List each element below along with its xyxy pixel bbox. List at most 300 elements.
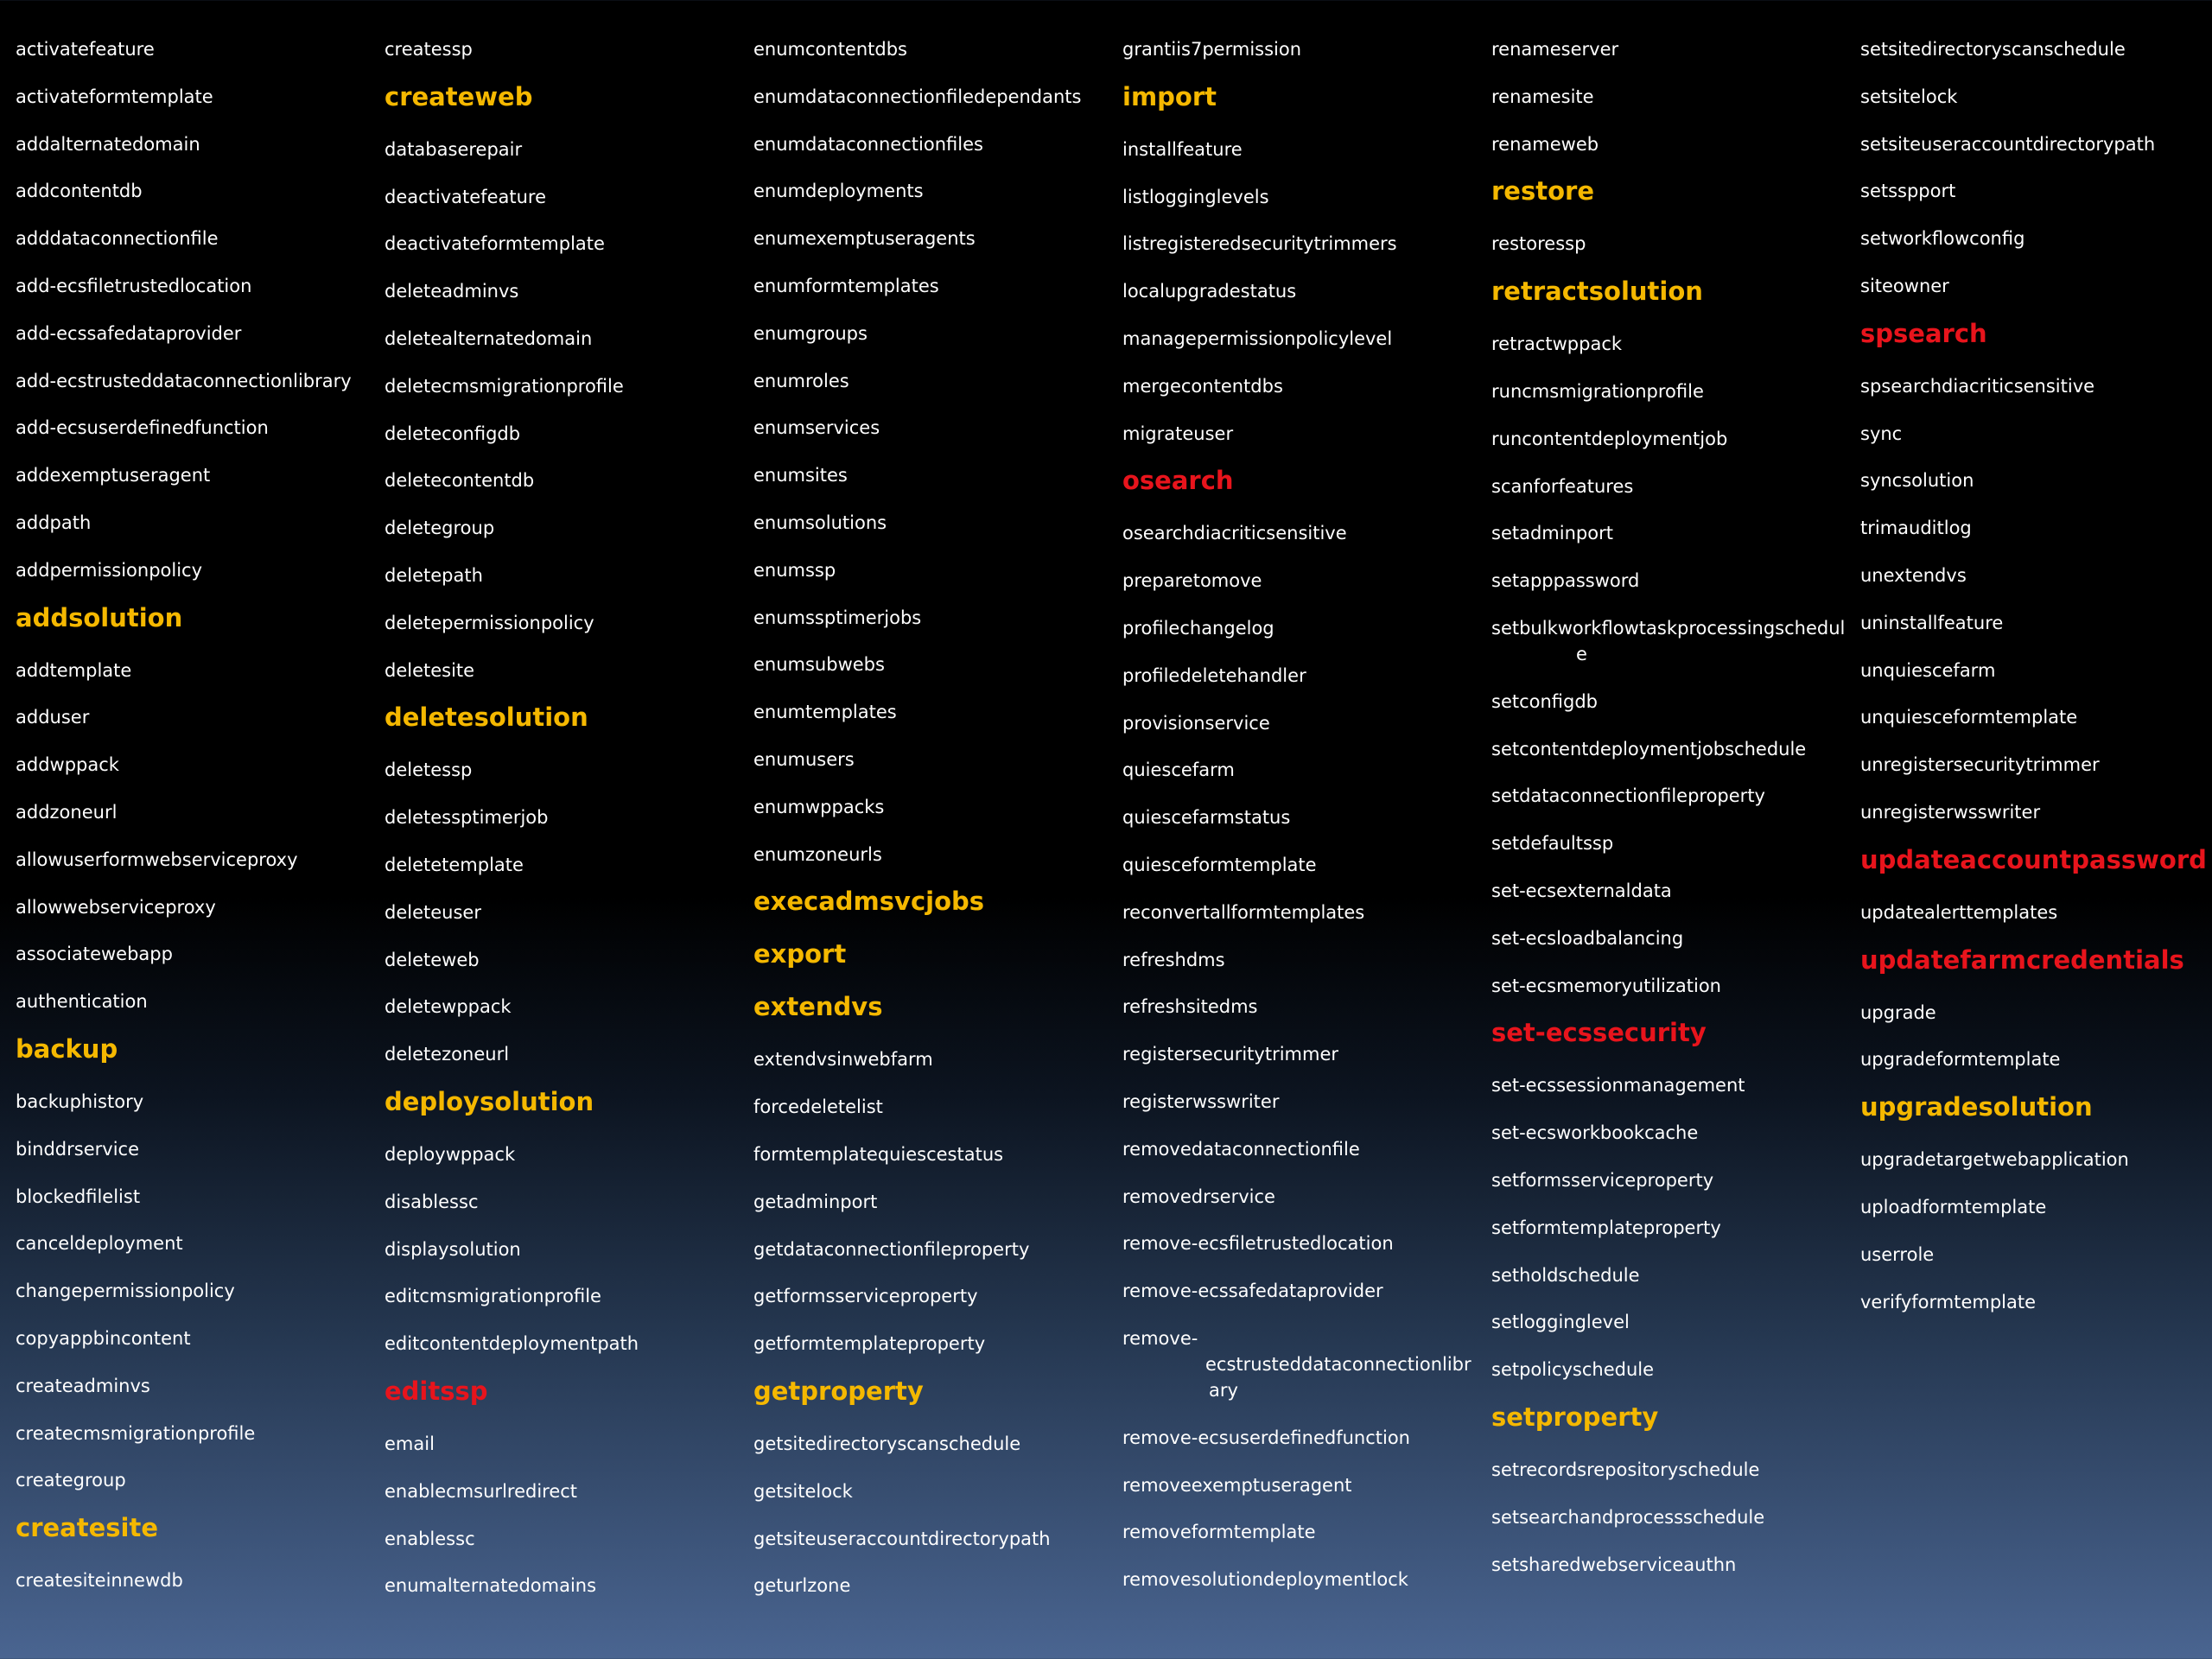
command-text: updateaccountpassword	[1860, 844, 2207, 874]
command-text: set-ecsworkbookcache	[1491, 1122, 1699, 1144]
command-item	[385, 852, 524, 878]
command-item	[1491, 1167, 1713, 1193]
command-item	[385, 563, 483, 588]
command-text: setsharedwebserviceauthn	[1491, 1554, 1737, 1575]
command-text: registersecuritytrimmer	[1122, 1044, 1339, 1065]
command-item	[16, 321, 241, 346]
command-item	[1491, 878, 1672, 904]
command-item	[16, 988, 148, 1014]
command-item	[1491, 231, 1586, 257]
command-text: set-ecssecurity	[1491, 1018, 1707, 1048]
command-text: editcmsmigrationprofile	[385, 1286, 601, 1307]
command-text: upgrade	[1860, 1001, 1936, 1023]
command-item	[1860, 1194, 2046, 1220]
command-text: removedrservice	[1122, 1185, 1275, 1207]
command-item	[1122, 1567, 1408, 1592]
command-text: add-ecsuserdefinedfunction	[16, 417, 269, 439]
highlighted-command	[753, 1376, 924, 1407]
highlighted-command	[1491, 276, 1703, 307]
command-text: profilechangelog	[1122, 618, 1274, 639]
command-text: setholdschedule	[1491, 1264, 1640, 1286]
command-text: setsiteuseraccountdirectorypath	[1860, 133, 2156, 155]
command-item	[753, 842, 882, 868]
command-text: remove-ecssafedataprovider	[1122, 1281, 1383, 1302]
highlighted-command	[16, 1033, 118, 1065]
command-text: adduser	[16, 707, 90, 728]
highlighted-command	[385, 1376, 488, 1407]
command-text: refreshsitedms	[1122, 996, 1258, 1018]
command-text: setadminport	[1491, 523, 1613, 544]
command-text: addzoneurl	[16, 802, 118, 823]
command-text: userrole	[1860, 1243, 1935, 1265]
command-item	[1860, 704, 2077, 730]
command-item	[385, 515, 494, 541]
command-text: syncsolution	[1860, 470, 1974, 492]
command-text: deletewppack	[385, 996, 512, 1018]
command-item	[1491, 331, 1622, 357]
command-text: restoressp	[1491, 233, 1586, 255]
command-text: allowuserformwebserviceproxy	[16, 849, 298, 870]
command-item	[753, 747, 855, 772]
command-item	[1122, 899, 1364, 925]
command-text: deletealternatedomain	[385, 328, 593, 349]
command-text: setformsserviceproperty	[1491, 1170, 1714, 1191]
command-item	[753, 368, 849, 394]
command-item	[1491, 1262, 1640, 1288]
command-text: enumwppacks	[753, 796, 885, 817]
highlighted-command	[385, 81, 532, 112]
command-item	[1860, 131, 2155, 157]
command-item	[1491, 1357, 1654, 1382]
highlighted-command	[1491, 1402, 1658, 1433]
command-text: deletessp	[385, 760, 473, 781]
command-text: enumdeployments	[753, 181, 924, 202]
command-text-continuation: ary	[1209, 1380, 1238, 1401]
command-item	[1491, 615, 1845, 667]
command-text: profiledeletehandler	[1122, 664, 1306, 686]
command-text: spsearch	[1860, 318, 1987, 348]
command-item	[753, 1046, 933, 1072]
command-item	[1491, 474, 1633, 499]
command-text: unquiesceformtemplate	[1860, 707, 2078, 728]
command-text: createsite	[16, 1513, 158, 1543]
command-text: enablessc	[385, 1528, 475, 1549]
command-item	[1122, 1136, 1360, 1162]
command-text: setdefaultssp	[1491, 833, 1614, 855]
command-text: setsitedirectoryscanschedule	[1860, 39, 2126, 60]
command-item	[1860, 515, 1972, 541]
command-text: setsearchandprocessschedule	[1491, 1506, 1765, 1528]
command-text: managepermissionpolicylevel	[1122, 328, 1393, 349]
command-item	[1122, 1184, 1275, 1210]
command-text: installfeature	[1122, 138, 1243, 160]
command-text: add-ecstrusteddataconnectionlibrary	[16, 370, 352, 391]
command-item	[385, 421, 520, 447]
command-text: osearchdiacriticsensitive	[1122, 523, 1347, 544]
command-item	[753, 273, 939, 299]
command-item	[1860, 1289, 2036, 1315]
command-text: deletesolution	[385, 702, 588, 733]
highlighted-command	[1491, 1017, 1707, 1048]
command-item	[753, 36, 907, 62]
command-item	[16, 1136, 139, 1162]
command-text: quiescefarm	[1122, 760, 1235, 781]
command-item	[1122, 326, 1392, 352]
command-item	[16, 658, 131, 683]
command-text: getdataconnectionfileproperty	[753, 1238, 1030, 1260]
command-text: removesolutiondeploymentlock	[1122, 1569, 1408, 1591]
command-item	[753, 1573, 850, 1599]
command-text: enumsubwebs	[753, 654, 885, 676]
highlighted-command	[753, 991, 882, 1022]
command-item	[1860, 610, 2003, 636]
command-text: uninstallfeature	[1860, 612, 2004, 633]
command-text: enumcontentdbs	[753, 39, 907, 60]
command-text: deleteweb	[385, 949, 480, 970]
command-item	[385, 947, 480, 973]
command-text: enumalternatedomains	[385, 1575, 597, 1597]
command-item	[753, 1094, 883, 1120]
command-item	[1122, 1472, 1351, 1498]
command-text: editcontentdeploymentpath	[385, 1333, 639, 1355]
command-text: enumservices	[753, 417, 880, 439]
highlighted-command	[1860, 1091, 2093, 1122]
command-item	[16, 1325, 191, 1351]
command-text: enumexemptuseragents	[753, 228, 976, 250]
command-item	[16, 799, 117, 825]
command-item	[1122, 804, 1290, 830]
command-item	[1122, 615, 1274, 641]
command-item	[16, 273, 251, 299]
command-text: deletecontentdb	[385, 470, 535, 492]
command-text: creategroup	[16, 1470, 126, 1491]
command-text: deactivatefeature	[385, 186, 547, 207]
command-item	[1122, 757, 1235, 783]
command-item	[1122, 184, 1269, 210]
command-text: set-ecsexternaldata	[1491, 880, 1672, 901]
highlighted-command	[753, 886, 984, 917]
command-text: removeformtemplate	[1122, 1522, 1316, 1543]
command-item	[16, 1278, 235, 1304]
command-item	[1491, 783, 1765, 809]
command-item	[385, 804, 548, 830]
highlighted-command	[16, 1512, 158, 1543]
command-text: removeexemptuseragent	[1122, 1474, 1352, 1496]
command-text: enablecmsurlredirect	[385, 1480, 578, 1502]
command-text: setsspport	[1860, 181, 1956, 202]
command-text: quiesceformtemplate	[1122, 855, 1317, 875]
command-text: enumssp	[753, 559, 836, 581]
command-item	[385, 1141, 515, 1167]
command-text: updatealerttemplates	[1860, 901, 2058, 923]
command-item	[1122, 278, 1296, 304]
command-item	[1491, 84, 1594, 110]
command-item	[753, 510, 887, 536]
command-item	[1491, 1215, 1721, 1241]
command-text: grantiis7permission	[1122, 39, 1302, 60]
command-text: forcedeletelist	[753, 1096, 883, 1118]
command-text: deleteconfigdb	[385, 423, 521, 444]
command-item	[385, 994, 512, 1020]
command-text: deactivateformtemplate	[385, 233, 605, 255]
command-text-continuation: ecstrusteddataconnectionlibr	[1205, 1354, 1471, 1375]
command-text: addtemplate	[16, 659, 132, 681]
command-text: scanforfeatures	[1491, 475, 1634, 497]
command-text: getsitedirectoryscanschedule	[753, 1433, 1021, 1454]
command-text: import	[1122, 81, 1217, 111]
command-text: deletetemplate	[385, 855, 524, 875]
command-text: renameweb	[1491, 133, 1599, 155]
command-item	[1860, 752, 2100, 778]
command-item	[1491, 1309, 1630, 1335]
command-text: setlogginglevel	[1491, 1312, 1630, 1333]
command-text: enumzoneurls	[753, 843, 882, 865]
command-item	[1122, 568, 1262, 594]
command-text: addsolution	[16, 602, 183, 632]
command-text: spsearchdiacriticsensitive	[1860, 375, 2095, 397]
command-text: deploywppack	[385, 1144, 516, 1165]
command-text: addwppack	[16, 754, 119, 776]
command-text: createadminvs	[16, 1375, 150, 1396]
command-item	[385, 278, 518, 304]
command-text: addpermissionpolicy	[16, 559, 203, 581]
command-item	[1122, 1089, 1279, 1115]
command-text: enumsites	[753, 465, 848, 486]
command-item	[1860, 467, 1974, 493]
command-item	[16, 510, 91, 536]
command-text: refreshdms	[1122, 949, 1225, 970]
command-text: enumgroups	[753, 322, 868, 344]
command-text: unquiescefarm	[1860, 659, 1996, 681]
command-text: add-ecssafedataprovider	[16, 322, 242, 344]
command-item	[1122, 947, 1225, 973]
command-text: deletepath	[385, 565, 483, 586]
command-text: enumdataconnectionfiledependants	[753, 86, 1082, 107]
command-item	[753, 605, 921, 631]
command-item	[1122, 421, 1233, 447]
command-text: backup	[16, 1034, 118, 1064]
command-item	[1122, 36, 1301, 62]
command-item	[16, 84, 213, 110]
command-text: getsitelock	[753, 1480, 853, 1502]
command-item	[16, 1467, 126, 1493]
command-item	[385, 137, 522, 162]
command-text: createcmsmigrationprofile	[16, 1422, 256, 1444]
command-item	[16, 557, 202, 583]
command-text: renamesite	[1491, 86, 1594, 107]
command-item	[16, 1089, 143, 1115]
command-item	[753, 1283, 978, 1309]
command-text: mergecontentdbs	[1122, 375, 1283, 397]
command-item	[753, 652, 885, 677]
command-item	[1122, 231, 1397, 257]
command-text: runcmsmigrationprofile	[1491, 381, 1704, 402]
command-item	[1491, 36, 1618, 62]
command-text: listregisteredsecuritytrimmers	[1122, 233, 1397, 255]
command-text: setapppassword	[1491, 570, 1640, 592]
command-text: setformtemplateproperty	[1491, 1217, 1721, 1238]
command-text: upgradetargetwebapplication	[1860, 1149, 2129, 1171]
command-item	[1860, 84, 1957, 110]
command-text: addcontentdb	[16, 181, 143, 202]
command-text: execadmsvcjobs	[753, 887, 985, 917]
command-item	[385, 1283, 601, 1309]
command-item	[1491, 830, 1613, 856]
command-item	[1860, 36, 2126, 62]
command-item	[1860, 226, 2024, 251]
command-item	[385, 899, 481, 925]
command-item	[16, 178, 143, 204]
command-item	[1122, 1230, 1394, 1256]
command-text: authentication	[16, 991, 148, 1013]
command-item	[16, 1184, 140, 1210]
command-text: allowwebserviceproxy	[16, 896, 216, 918]
command-item	[385, 610, 594, 636]
command-item	[1122, 663, 1306, 689]
command-text: verifyformtemplate	[1860, 1291, 2037, 1313]
highlighted-command	[753, 938, 846, 969]
command-item	[1491, 568, 1639, 594]
command-item	[385, 1236, 521, 1262]
command-text: add-ecsfiletrustedlocation	[16, 276, 252, 296]
command-text: enumtemplates	[753, 702, 897, 723]
command-item	[753, 226, 976, 251]
command-text: preparetomove	[1122, 570, 1262, 592]
command-text: remove-ecsfiletrustedlocation	[1122, 1233, 1394, 1255]
command-item	[1860, 421, 1902, 447]
command-text: migrateuser	[1122, 423, 1234, 444]
command-text: createsiteinnewdb	[16, 1570, 183, 1592]
command-text: binddrservice	[16, 1138, 139, 1160]
command-item	[1860, 799, 2040, 825]
command-item	[1122, 710, 1270, 736]
command-item	[385, 326, 592, 352]
command-item	[753, 415, 880, 441]
command-item	[16, 1567, 183, 1593]
command-item	[1491, 925, 1683, 951]
command-text: reconvertallformtemplates	[1122, 901, 1365, 923]
command-item	[385, 373, 624, 399]
command-text: deploysolution	[385, 1087, 594, 1116]
command-item	[1122, 1278, 1383, 1304]
command-item	[16, 36, 155, 62]
command-text: extendvsinwebfarm	[753, 1049, 933, 1071]
command-item	[753, 321, 868, 346]
command-text: unregisterwsswriter	[1860, 802, 2041, 823]
command-item	[16, 462, 210, 488]
command-text: setworkflowconfig	[1860, 228, 2025, 250]
command-text: trimauditlog	[1860, 518, 1972, 539]
highlighted-command	[1491, 175, 1594, 207]
highlighted-command	[16, 602, 182, 633]
command-item	[753, 1189, 877, 1215]
highlighted-command	[1860, 944, 2184, 976]
command-item	[385, 36, 473, 62]
command-text: backuphistory	[16, 1091, 144, 1112]
command-text: enumdataconnectionfiles	[753, 133, 983, 155]
command-text: remove-ecsuserdefinedfunction	[1122, 1427, 1410, 1448]
command-text: updatefarmcredentials	[1860, 944, 2184, 975]
command-item	[753, 1478, 853, 1504]
command-text: restore	[1491, 176, 1594, 207]
command-text: email	[385, 1433, 435, 1454]
command-item	[1860, 1046, 2060, 1072]
command-text: setdataconnectionfileproperty	[1491, 785, 1765, 807]
command-item	[1860, 373, 2094, 399]
command-item	[16, 415, 269, 441]
command-text: deleteuser	[385, 901, 481, 923]
command-item	[1491, 426, 1727, 452]
command-item	[1122, 1041, 1338, 1067]
command-text: enumroles	[753, 370, 849, 391]
command-text: unregistersecuritytrimmer	[1860, 754, 2100, 776]
command-item	[385, 757, 472, 783]
command-item	[1860, 563, 1967, 588]
command-text: export	[753, 939, 847, 969]
command-text: uploadformtemplate	[1860, 1197, 2047, 1217]
highlighted-command	[1122, 465, 1234, 496]
command-item	[385, 1526, 475, 1552]
command-text: disablessc	[385, 1191, 479, 1212]
command-text: blockedfilelist	[16, 1185, 141, 1207]
command-item	[1122, 520, 1347, 546]
command-item	[385, 1478, 577, 1504]
command-item	[1860, 658, 1995, 683]
command-item	[1491, 131, 1599, 157]
command-text: set-ecsloadbalancing	[1491, 927, 1684, 949]
command-item	[1491, 689, 1598, 715]
command-item	[753, 131, 983, 157]
highlighted-command	[385, 702, 588, 733]
command-text: addexemptuseragent	[16, 465, 211, 486]
command-text: displaysolution	[385, 1238, 521, 1260]
command-item	[16, 894, 216, 920]
command-text: renameserver	[1491, 39, 1619, 60]
command-item	[1491, 1457, 1759, 1483]
command-text: changepermissionpolicy	[16, 1281, 235, 1302]
command-item	[753, 178, 924, 204]
command-item	[1491, 1072, 1745, 1098]
command-text: enumusers	[753, 749, 855, 770]
command-item	[385, 1189, 479, 1215]
command-item	[753, 1331, 985, 1357]
command-text: deletezoneurl	[385, 1044, 510, 1065]
command-text: enumsolutions	[753, 512, 887, 533]
command-item	[1491, 973, 1721, 999]
command-item	[753, 1431, 1020, 1457]
command-text: getformtemplateproperty	[753, 1333, 986, 1355]
command-item	[16, 368, 352, 394]
command-item	[1491, 1120, 1698, 1146]
command-item	[1491, 736, 1806, 762]
command-item	[1860, 178, 1955, 204]
highlighted-command	[1860, 844, 2207, 875]
command-text: deleteadminvs	[385, 281, 519, 302]
command-text: setpolicyschedule	[1491, 1359, 1655, 1381]
command-item	[385, 467, 534, 493]
command-text: setrecordsrepositoryschedule	[1491, 1459, 1760, 1480]
command-text: retractsolution	[1491, 276, 1703, 307]
command-item	[16, 704, 89, 730]
command-text: upgradeformtemplate	[1860, 1049, 2061, 1071]
command-item	[753, 1236, 1029, 1262]
command-text: localupgradestatus	[1122, 281, 1297, 302]
command-item	[1860, 273, 1949, 299]
command-item	[16, 1421, 255, 1446]
command-item	[1860, 1242, 1934, 1268]
command-text: deletessptimerjob	[385, 807, 549, 829]
command-item	[385, 184, 546, 210]
